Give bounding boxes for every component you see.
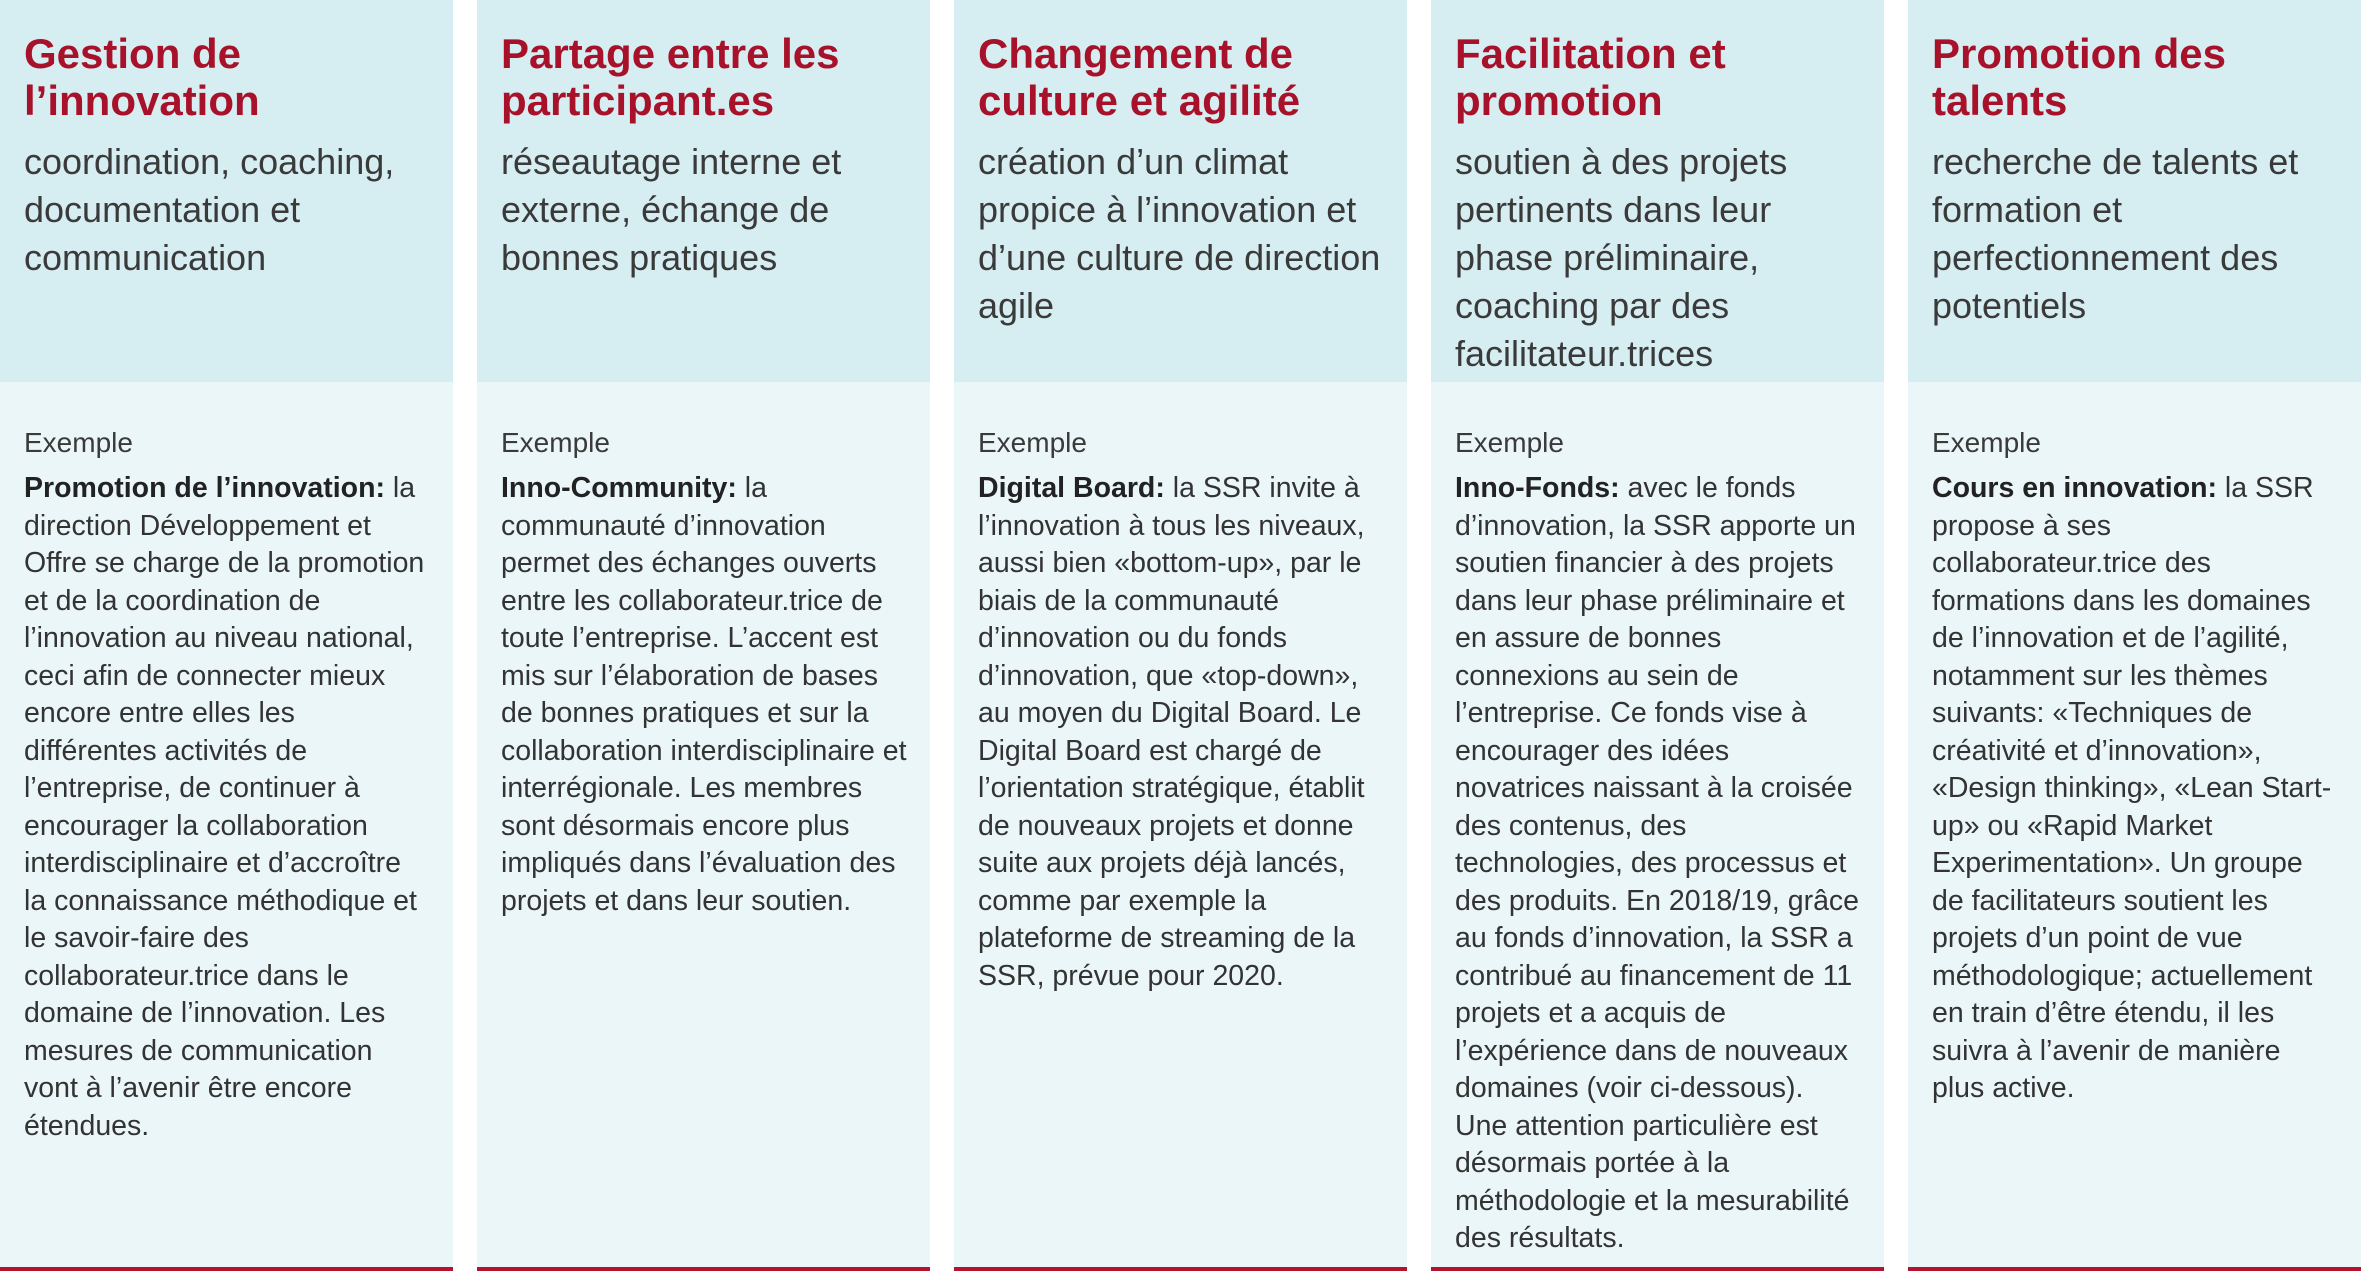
- column-subtitle: coordination, coaching, documentation et communication: [24, 141, 395, 278]
- column-title: Changement de culture et agilité: [978, 30, 1301, 124]
- column-changement-culture: [954, 0, 1407, 1271]
- column-example: [0, 382, 453, 1267]
- example-body: [501, 470, 908, 920]
- example-lead: Promotion de l’innovation:: [24, 472, 385, 504]
- column-example: [1431, 382, 1884, 1267]
- example-body: [24, 470, 431, 1145]
- column-header: [477, 0, 930, 382]
- column-header: [1431, 0, 1884, 382]
- example-text: avec le fonds d’innovation, la SSR apporte un soutien financier à des projets dans leur phase préliminaire et en assure de bonnes connexions au sein de l’entreprise. Ce fonds vise à encourager des idées novatrices naissant à la croisée des contenus, des technologies, des processus et des produits. En 2018/19, grâce au fonds d’innovation, la SSR a contribué au financement de 11 projets et a acquis de l’expérience dans de nouveaux domaines (voir ci-dessous). Une attention particulière est désormais portée à la méthodologie et la mesurabilité des résultats.: [1455, 472, 1860, 1254]
- example-body: [1455, 470, 1862, 1258]
- column-promotion-talents: [1908, 0, 2361, 1271]
- example-label: Exemple: [24, 427, 133, 458]
- column-header: [954, 0, 1407, 382]
- column-title: Promotion des talents: [1932, 30, 2227, 124]
- example-label: Exemple: [978, 427, 1087, 458]
- column-bottom-rule: [477, 1267, 930, 1271]
- example-text: la direction Développement et Offre se charge de la promotion et de la coordination de l’innovation au niveau national, ceci afin de connecter mieux encore entre elles les différentes activités de l’entreprise, de continuer à encourager la collaboration interdisciplinaire et d’accroître la connaissance méthodique et le savoir-faire des collaborateur.trice dans le domaine de l’innovation. Les mesures de communication vont à l’avenir être encore étendues.: [24, 472, 425, 1142]
- column-bottom-rule: [1431, 1267, 1884, 1271]
- example-body: [1932, 470, 2339, 1108]
- column-subtitle: création d’un climat propice à l’innovation et d’une culture de direction agile: [978, 141, 1381, 326]
- column-bottom-rule: [0, 1267, 453, 1271]
- example-label: Exemple: [1455, 427, 1564, 458]
- example-lead: Inno-Community:: [501, 472, 737, 504]
- column-gestion-innovation: [0, 0, 453, 1271]
- column-subtitle: réseautage interne et externe, échange de bonnes pratiques: [501, 141, 842, 278]
- column-title: Facilitation et promotion: [1455, 30, 1726, 124]
- example-label: Exemple: [1932, 427, 2041, 458]
- column-subtitle: soutien à des projets pertinents dans leur phase préliminaire, coaching par des facilitateur.trices: [1455, 141, 1788, 374]
- column-bottom-rule: [1908, 1267, 2361, 1271]
- column-example: [954, 382, 1407, 1267]
- column-title: Partage entre les participant.es: [501, 30, 840, 124]
- example-lead: Cours en innovation:: [1932, 472, 2217, 504]
- column-subtitle: recherche de talents et formation et perfectionnement des potentiels: [1932, 141, 2299, 326]
- column-header: [1908, 0, 2361, 382]
- column-example: [477, 382, 930, 1267]
- example-lead: Digital Board:: [978, 472, 1165, 504]
- column-bottom-rule: [954, 1267, 1407, 1271]
- column-facilitation-promotion: [1431, 0, 1884, 1271]
- example-lead: Inno-Fonds:: [1455, 472, 1620, 504]
- example-text: la SSR invite à l’innovation à tous les niveaux, aussi bien «bottom-up», par le biais de la communauté d’innovation ou du fonds d’innovation, que «top-down», au moyen du Digital Board. Le Digital Board est chargé de l’orientation stratégique, établit de nouveaux projets et donne suite aux projets déjà lancés, comme par exemple la plateforme de streaming de la SSR, prévue pour 2020.: [978, 472, 1365, 992]
- example-body: [978, 470, 1385, 995]
- example-text: la SSR propose à ses collaborateur.trice des formations dans les domaines de l’innovation et de l’agilité, notamment sur les thèmes suivants: «Techniques de créativité et d’innovation», «Design thinking», «Lean Start-up» ou «Rapid Market Experimentation». Un groupe de facilitateurs soutient les projets d’un point de vue méthodologique; actuellement en train d’être étendu, il les suivra à l’avenir de manière plus active.: [1932, 472, 2332, 1104]
- column-header: [0, 0, 453, 382]
- example-text: la communauté d’innovation permet des échanges ouverts entre les collaborateur.trice de toute l’entreprise. L’accent est mis sur l’élaboration de bases de bonnes pratiques et sur la collaboration interdisciplinaire et interrégionale. Les membres sont désormais encore plus impliqués dans l’évaluation des projets et dans leur soutien.: [501, 472, 907, 917]
- example-label: Exemple: [501, 427, 610, 458]
- column-title: Gestion de l’innovation: [24, 30, 260, 124]
- column-example: [1908, 382, 2361, 1267]
- column-partage-participants: [477, 0, 930, 1271]
